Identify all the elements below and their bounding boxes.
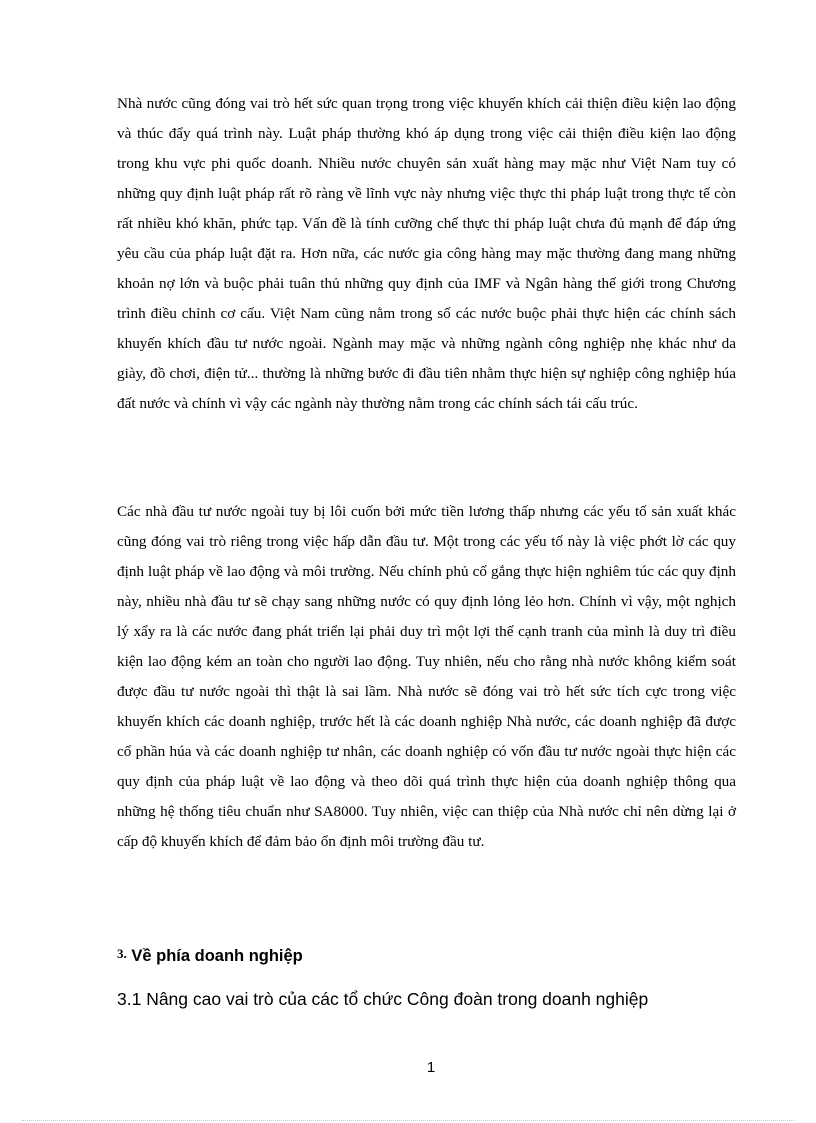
section-heading (117, 939, 303, 971)
body-paragraph-foreign-investors: Các nhà đầu tư nước ngoài tuy bị lôi cuốn bởi mức tiền lương thấp nhưng các yếu tố sản xuất khác cũng đóng vai trò riêng trong việc hấp dẫn đầu tư. Một trong các yếu tố này là việc phớt lờ các quy định luật pháp về lao động và môi trường. Nếu chính phủ cố gắng thực hiện nghiêm túc các quy định này, nhiều nhà đầu tư sẽ chạy sang những nước có quy định lỏng lẻo hơn. Chính vì vậy, một nghịch lý xẩy ra là các nước đang phát triển lại phải duy trì một lợi thế cạnh tranh của mình là duy trì điều kiện lao động kém an toàn cho người lao động. Tuy nhiên, nếu cho rằng nhà nước không kiểm soát được đầu tư nước ngoài thì thật là sai lầm. Nhà nước sẽ đóng vai trò hết sức tích cực trong việc khuyến khích các doanh nghiệp, trước hết là các doanh nghiệp Nhà nước, các doanh nghiệp đã được cổ phần húa và các doanh nghiệp tư nhân, các doanh nghiệp có vốn đầu tư nước ngoài thực hiện các quy định của pháp luật về lao động và theo dõi quá trình thực hiện của doanh nghiệp thông qua những hệ thống tiêu chuẩn như SA8000. Tuy nhiên, việc can thiệp của Nhà nước chỉ nên dừng lại ở cấp độ khuyến khích để đảm bảo ổn định môi trường đầu tư. (117, 503, 736, 850)
subsection-heading: 3.1 Nâng cao vai trò của các tổ chức Công đoàn trong doanh nghiệp (117, 989, 649, 1009)
page-number: 1 (426, 1059, 436, 1076)
section-heading-text: Về phía doanh nghiệp (131, 947, 303, 965)
section-heading-number: 3. (117, 946, 127, 961)
page-bottom-border (22, 1120, 794, 1121)
body-paragraph-state-role: Nhà nước cũng đóng vai trò hết sức quan trọng trong việc khuyến khích cải thiện điều kiện lao động và thúc đẩy quá trình này. Luật pháp thường khó áp dụng trong việc cải thiện điều kiện lao động trong khu vực phi quốc doanh. Nhiều nước chuyên sản xuất hàng may mặc như Việt Nam tuy có những quy định luật pháp rất rõ ràng về lĩnh vực này nhưng việc thực thi pháp luật trong thực tế còn rất nhiều khó khăn, phức tạp. Vấn đề là tính cưỡng chế thực thi pháp luật chưa đủ mạnh để đáp ứng yêu cầu của pháp luật đặt ra. Hơn nữa, các nước gia công hàng may mặc thường đang mang những khoản nợ lớn và buộc phải tuân thủ những quy định của IMF và Ngân hàng thế giới trong Chương trình điều chỉnh cơ cấu. Việt Nam cũng nằm trong số các nước buộc phải thực hiện các chính sách khuyến khích đầu tư nước ngoài. Ngành may mặc và những ngành công nghiệp nhẹ khác như da giày, đồ chơi, điện tử... thường là những bước đi đầu tiên nhằm thực hiện sự nghiệp công nghiệp húa đất nước và chính vì vậy các ngành này thường nằm trong các chính sách tái cấu trúc. (117, 95, 736, 412)
